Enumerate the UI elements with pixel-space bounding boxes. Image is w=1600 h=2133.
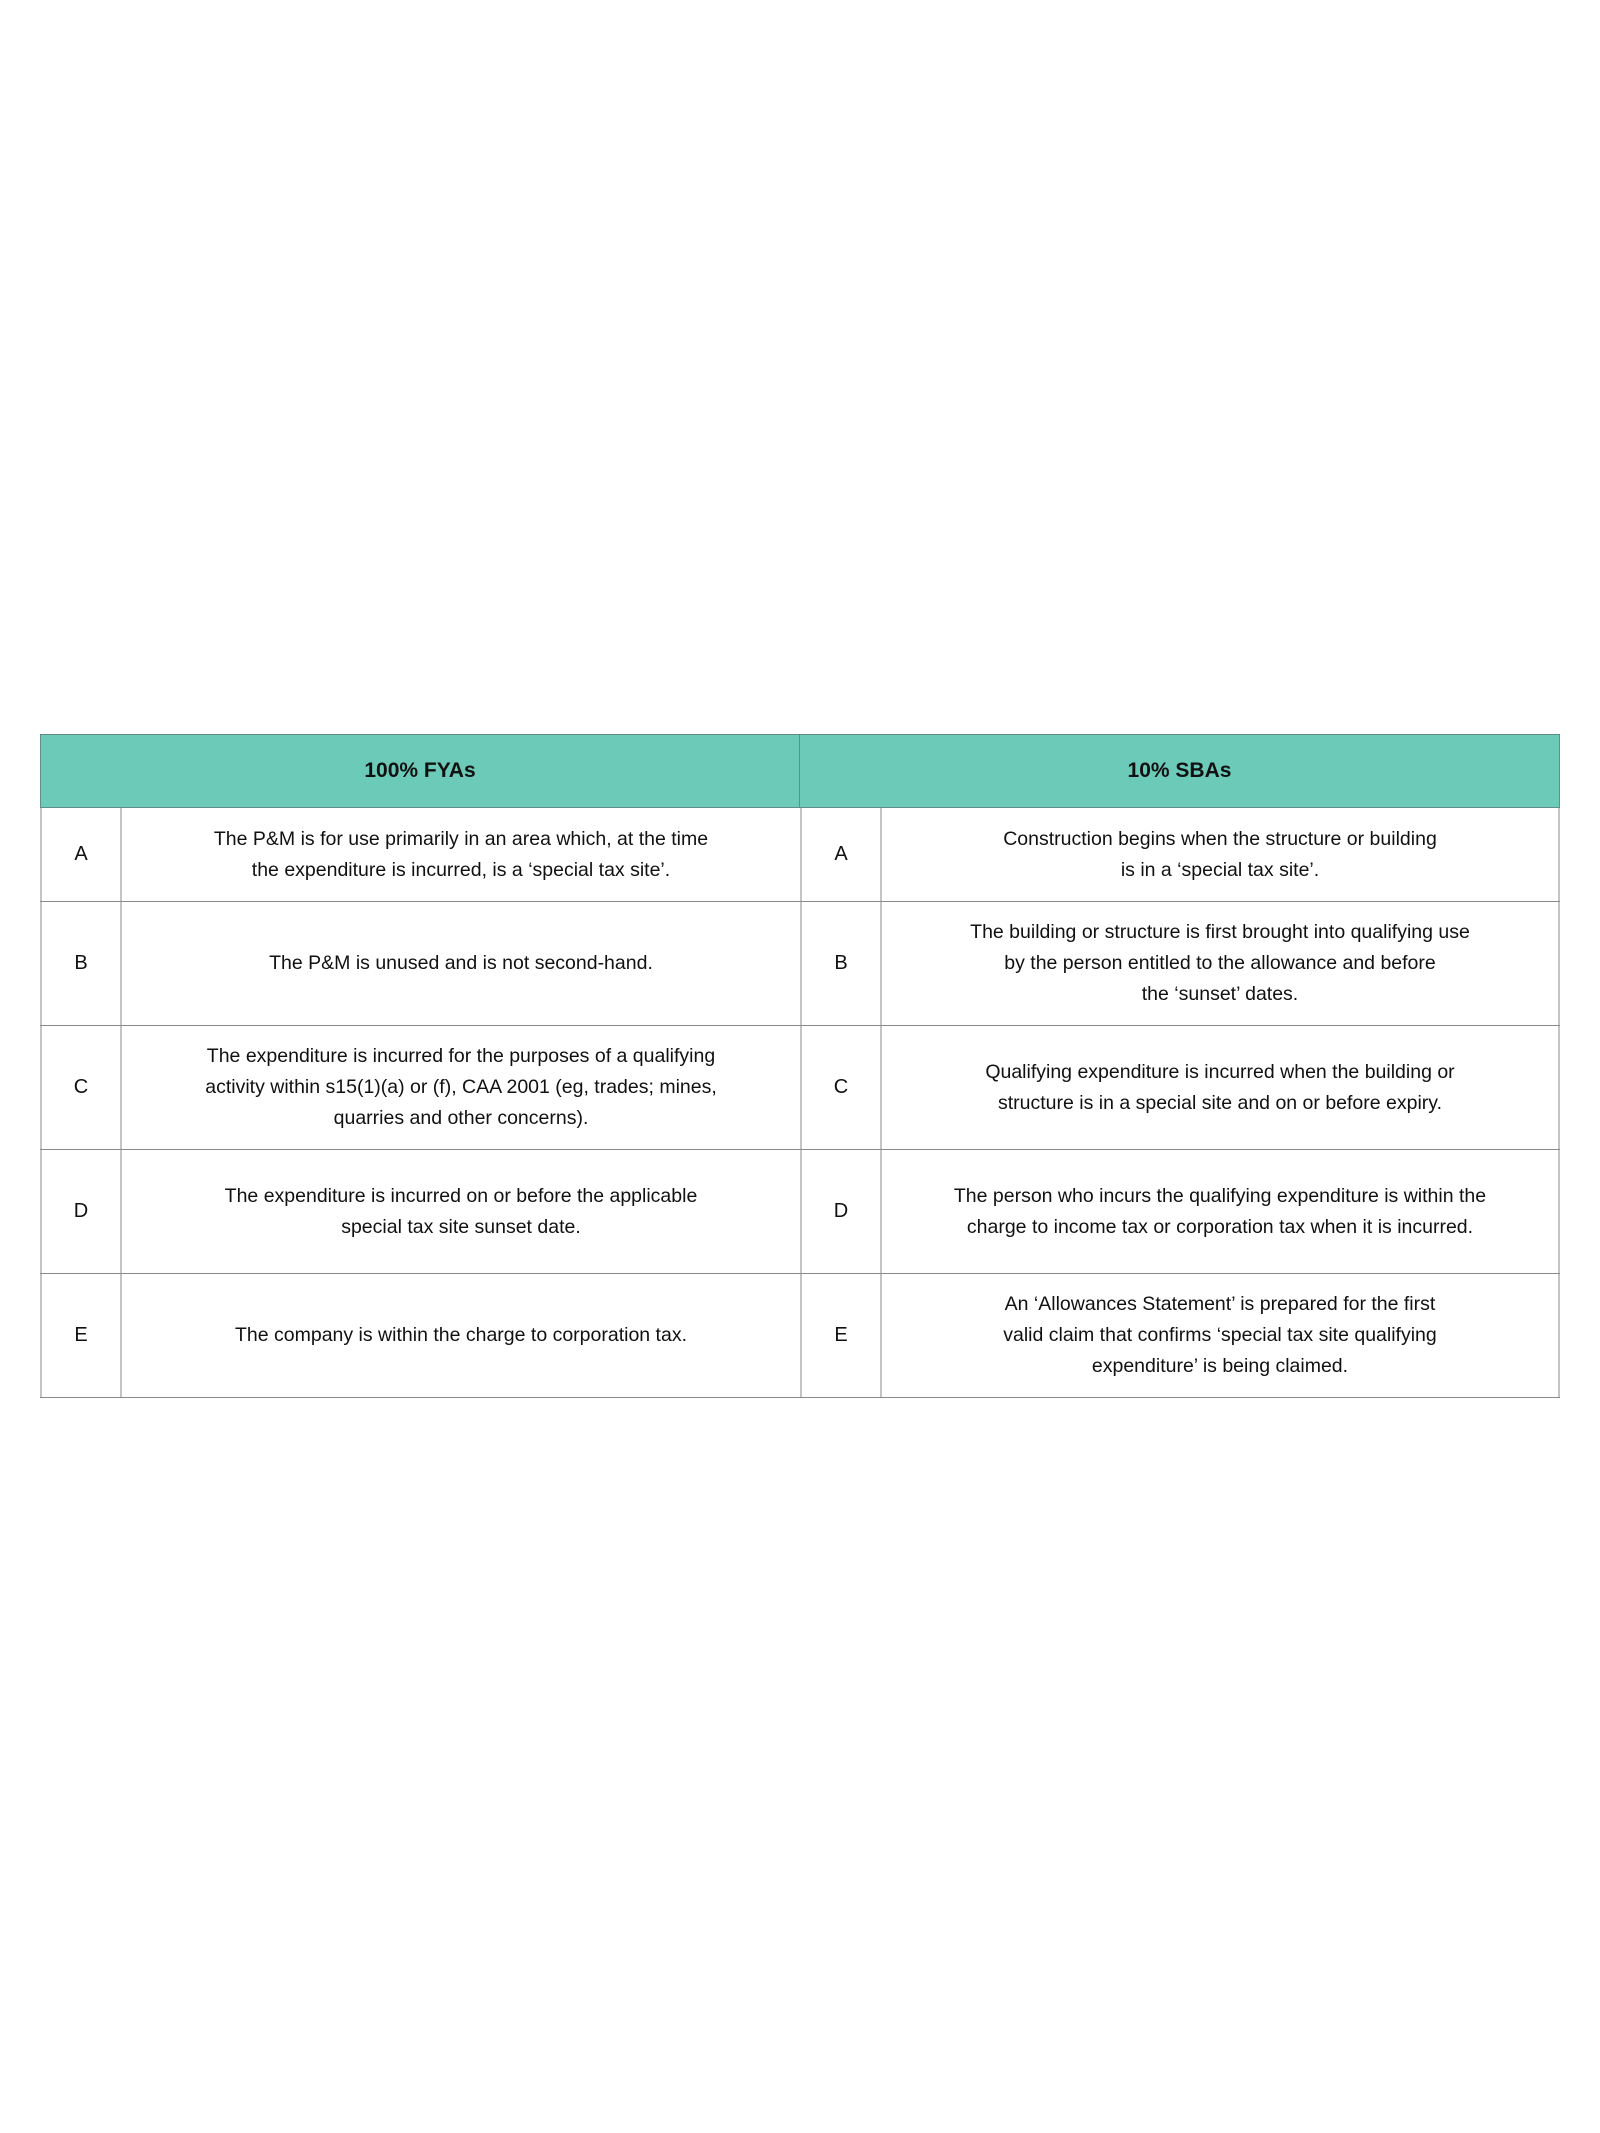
fya-condition: The expenditure is incurred on or before the applicable special tax site sunset date. xyxy=(120,1150,800,1273)
sba-condition: An ‘Allowances Statement’ is prepared for the first valid claim that confirms ‘special tax site qualifying expenditure’ is being claimed. xyxy=(880,1274,1560,1397)
sba-letter: D xyxy=(800,1150,880,1273)
sba-condition: The building or structure is first brought into qualifying use by the person entitled to the allowance and before the ‘sunset’ dates. xyxy=(880,902,1560,1025)
sba-condition: Qualifying expenditure is incurred when the building or structure is in a special site and on or before expiry. xyxy=(880,1026,1560,1149)
fya-condition: The company is within the charge to corporation tax. xyxy=(120,1274,800,1397)
comparison-table xyxy=(40,734,1560,1398)
fya-letter: C xyxy=(40,1026,120,1149)
table-body xyxy=(40,808,1560,1398)
table-row-e xyxy=(40,1274,1560,1398)
table-row-c xyxy=(40,1026,1560,1150)
header-fyas: 100% FYAs xyxy=(41,735,800,807)
fya-condition: The expenditure is incurred for the purposes of a qualifying activity within s15(1)(a) or (f), CAA 2001 (eg, trades; mines, quarries and other concerns). xyxy=(120,1026,800,1149)
fya-letter: A xyxy=(40,808,120,901)
fya-condition: The P&M is unused and is not second-hand. xyxy=(120,902,800,1025)
table-row-d xyxy=(40,1150,1560,1274)
fya-condition: The P&M is for use primarily in an area which, at the time the expenditure is incurred, is a ‘special tax site’. xyxy=(120,808,800,901)
table-header xyxy=(40,734,1560,808)
sba-letter: C xyxy=(800,1026,880,1149)
fya-letter: B xyxy=(40,902,120,1025)
table-row-a xyxy=(40,808,1560,902)
sba-condition: Construction begins when the structure or building is in a ‘special tax site’. xyxy=(880,808,1560,901)
table-row-b xyxy=(40,902,1560,1026)
sba-letter: E xyxy=(800,1274,880,1397)
sba-condition: The person who incurs the qualifying expenditure is within the charge to income tax or corporation tax when it is incurred. xyxy=(880,1150,1560,1273)
sba-letter: A xyxy=(800,808,880,901)
sba-letter: B xyxy=(800,902,880,1025)
fya-letter: D xyxy=(40,1150,120,1273)
header-sbas: 10% SBAs xyxy=(1127,759,1232,782)
fya-letter: E xyxy=(40,1274,120,1397)
